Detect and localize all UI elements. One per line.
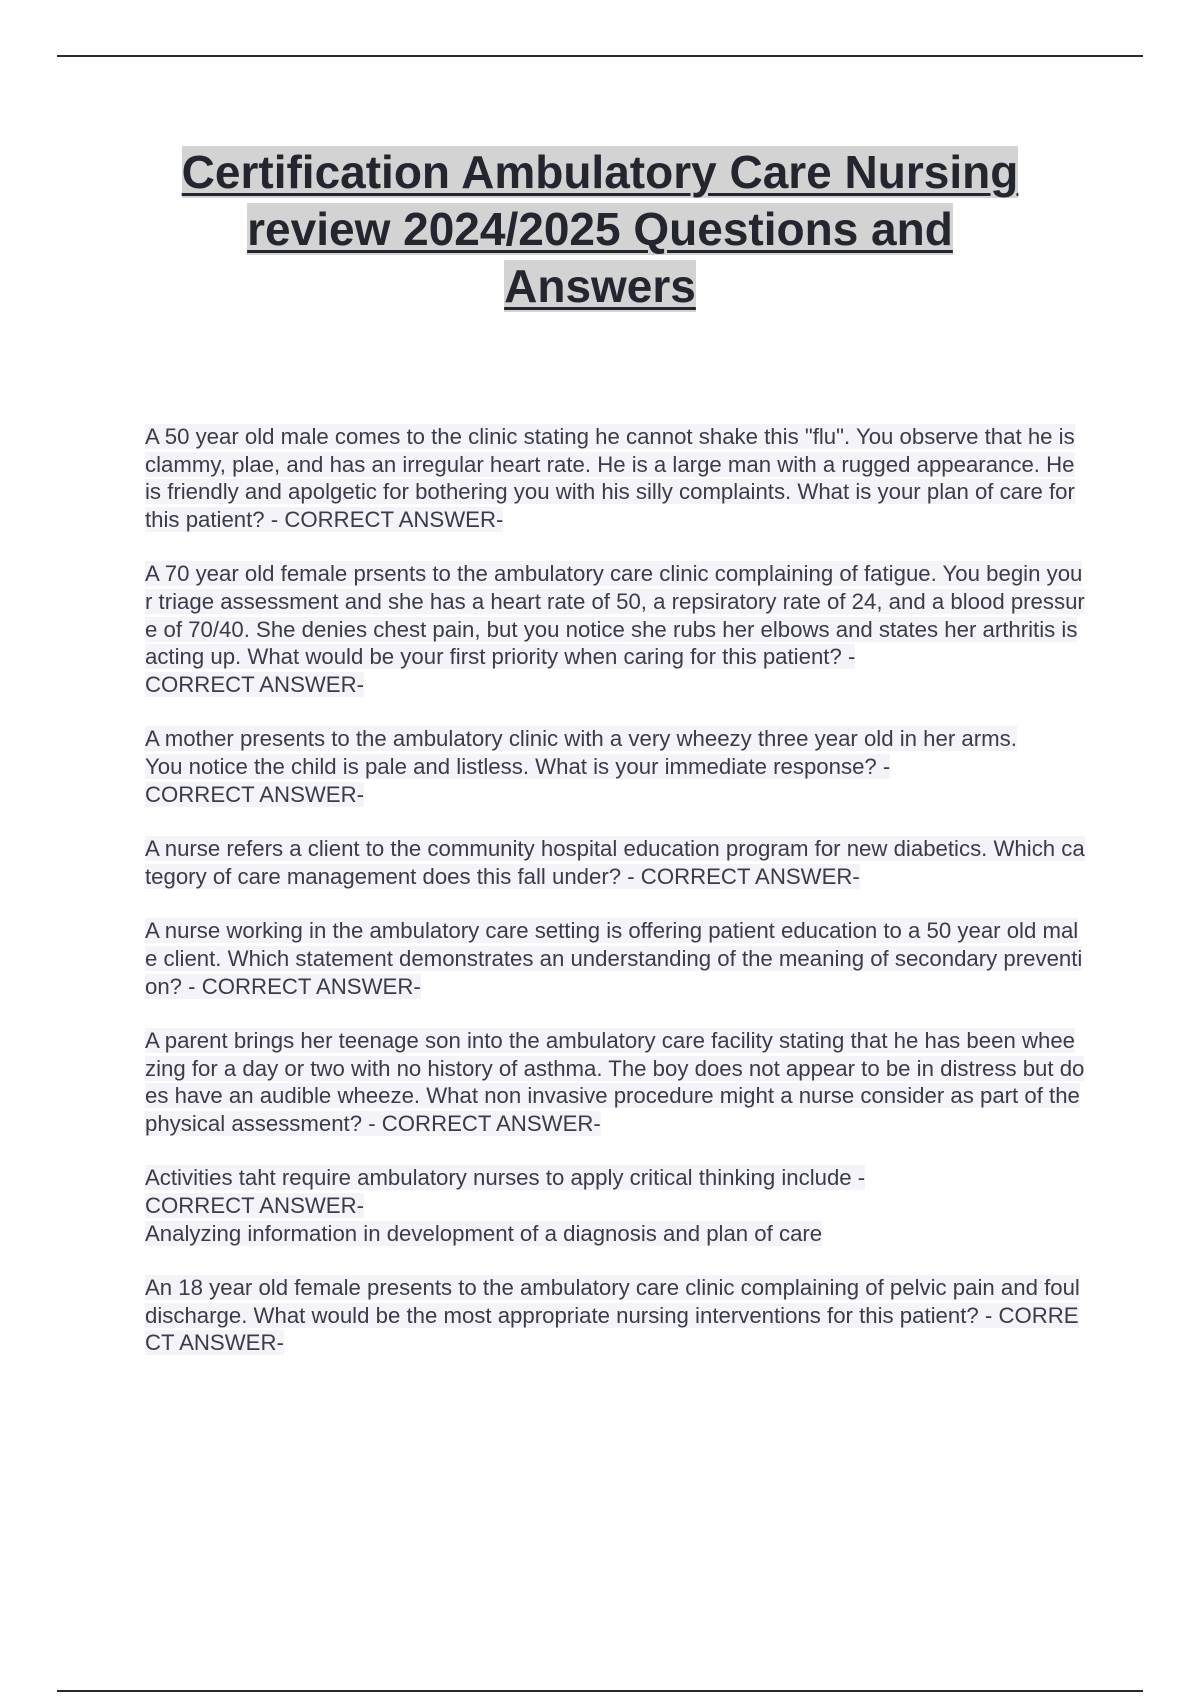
- question-text: A 70 year old female prsents to the ambulatory care clinic complaining of fatigue. You begin your triage assessment and she has a heart rate of 50, a repsiratory rate of 24, and a blood pressure of 70/40. She denies chest pain, but you notice she rubs her elbows and states her arthritis is acting up. What would be your first priority when caring for this patient? - CORRECT ANSWER-: [145, 561, 1085, 697]
- question-item: [145, 835, 1085, 890]
- top-divider: [57, 55, 1143, 57]
- document-title-text: Certification Ambulatory Care Nursing review 2024/2025 Questions and Answers: [181, 146, 1019, 312]
- question-item: [145, 423, 1085, 533]
- question-list: [145, 423, 1085, 1384]
- question-text: Activities taht require ambulatory nurses to apply critical thinking include - CORRECT ANSWER- Analyzing information in development of a diagnosis and plan of care: [145, 1165, 866, 1246]
- question-text: A nurse refers a client to the community hospital education program for new diabetics. Which category of care management does this fall under? - CORRECT ANSWER-: [145, 836, 1085, 889]
- document-title: [150, 144, 1050, 315]
- question-item: [145, 1164, 1085, 1247]
- question-text: A nurse working in the ambulatory care setting is offering patient education to a 50 year old male client. Which statement demonstrates an understanding of the meaning of secondary prevention? - CORRECT ANSWER-: [145, 918, 1083, 999]
- question-text: A parent brings her teenage son into the ambulatory care facility stating that he has been wheezing for a day or two with no history of asthma. The boy does not appear to be in distress but does have an audible wheeze. What non invasive procedure might a nurse consider as part of the physical assessment? - CORRECT ANSWER-: [145, 1028, 1085, 1136]
- question-item: [145, 560, 1085, 698]
- question-text: A 50 year old male comes to the clinic stating he cannot shake this "flu". You observe that he is clammy, plae, and has an irregular heart rate. He is a large man with a rugged appearance. He is friendly and apolgetic for bothering you with his silly complaints. What is your plan of care for this patient? - CORRECT ANSWER-: [145, 424, 1075, 532]
- bottom-divider: [57, 1690, 1143, 1692]
- question-item: [145, 725, 1085, 808]
- question-item: [145, 917, 1085, 1000]
- question-text: A mother presents to the ambulatory clinic with a very wheezy three year old in her arms. You notice the child is pale and listless. What is your immediate response? - CORRECT ANSWER-: [145, 726, 1017, 807]
- question-item: [145, 1027, 1085, 1137]
- question-text: An 18 year old female presents to the ambulatory care clinic complaining of pelvic pain and foul discharge. What would be the most appropriate nursing interventions for this patient? - CORRECT ANSWER-: [145, 1275, 1080, 1356]
- question-item: [145, 1274, 1085, 1357]
